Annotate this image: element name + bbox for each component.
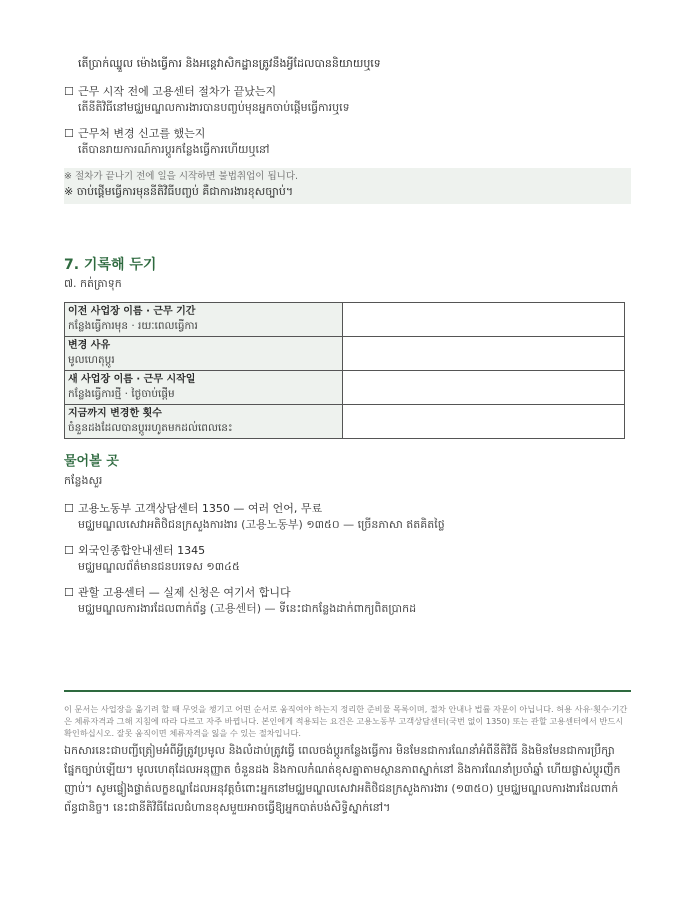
table-row [65,303,625,337]
row-value-field[interactable] [343,303,625,337]
contact-item-km: មជ្ឈមណ្ឌលសេវាអតិថិជនក្រសួងការងារ (고용노동부) ១៣៥០ — ច្រើនភាសា ឥតគិតថ្លៃ [78,518,445,531]
contact-item[interactable] [64,543,631,575]
contacts-subtitle: កន្លែងសួរ [64,474,103,487]
row-label-km: កន្លែងធ្វើការថ្មី · ថ្ងៃចាប់ផ្តើម [68,388,175,400]
contact-item-ko: 고용노동부 고객상담센터 1350 — 여러 언어, 무료 [78,502,323,515]
row-label-km: ចំនួនដងដែលបានប្តូររហូតមកដល់ពេលនេះ [68,422,233,434]
contact-item-ko: 외국인종합안내센터 1345 [78,544,206,557]
section-title: 7. 기록해 두기 [64,257,157,273]
checklist-item-ko: 근무처 변경 신고를 했는지 [78,127,206,140]
row-value-field[interactable] [343,337,625,371]
checkbox-icon[interactable]: ☐ [64,85,74,98]
row-label [65,337,343,371]
checklist-item-ko: 근무 시작 전에 고용센터 절차가 끝났는지 [78,85,277,98]
row-label [65,371,343,405]
checklist-item[interactable] [64,126,631,158]
contact-item-ko: 관할 고용센터 — 실제 신청은 여기서 합니다 [78,586,291,599]
disclaimer-ko: 이 문서는 사업장을 옮기려 할 때 무엇을 챙기고 어떤 순서로 움직여야 하는지 정리한 준비물 목록이며, 절차 안내나 법률 자문이 아닙니다. 허용 사유·횟수·기간은 체류자격과 그해 지침에 따라 다르고 자주 바뀝니다. 본인에게 적용되는 요건은 고용노동부 고객상담센터(국번 없이 1350) 또는 관할 고용센터에서 반드시 확인하십시오. 잘못 움직이면 체류자격을 잃을 수 있는 절차입니다. [64,704,628,738]
section-subtitle: ៧. កត់ត្រាទុក [64,277,122,290]
disclaimer-km: ឯកសារនេះជាបញ្ជីត្រៀមអំពីអ្វីត្រូវប្រមូល និងលំដាប់ត្រូវធ្វើ ពេលចង់ប្តូរកន្លែងធ្វើការ មិនមែនជាការណែនាំអំពីនីតិវិធី និងមិនមែនជាការប្រឹក្សាផ្នែកច្បាប់ឡើយ។ មូលហេតុដែលអនុញ្ញាត ចំនួនដង និងកាលកំណត់ខុសគ្នាតាមស្ថានភាពស្នាក់នៅ និងការណែនាំប្រចាំឆ្នាំ ហើយផ្លាស់ប្តូរញឹកញាប់។ សូមផ្ទៀងផ្ទាត់លក្ខខណ្ឌដែលអនុវត្តចំពោះអ្នកនៅមជ្ឈមណ្ឌលសេវាអតិថិជនក្រសួងការងារ (១៣៥០) ឬមជ្ឈមណ្ឌលការងារដែលពាក់ព័ន្ធជានិច្ច។ នេះជានីតិវិធីដែលជំហានខុសមួយអាចធ្វើឱ្យអ្នកបាត់បង់សិទ្ធិស្នាក់នៅ។ [64,744,621,814]
row-label-ko: 지금까지 변경한 횟수 [68,408,162,419]
row-label [65,405,343,439]
checklist-item[interactable] [64,84,631,116]
footer-divider [64,690,631,692]
contact-item[interactable] [64,501,631,533]
table-row [65,371,625,405]
checklist-item-km: តើនីតិវិធីនៅមជ្ឈមណ្ឌលការងារបានបញ្ចប់មុនអ្នកចាប់ផ្តើមធ្វើការឬទេ [78,101,350,114]
table-row [65,337,625,371]
row-label-km: កន្លែងធ្វើការមុន · រយៈពេលធ្វើការ [68,320,198,332]
contact-item-km: មជ្ឈមណ្ឌលព័ត៌មានជនបរទេស ១៣៤៥ [78,560,240,573]
row-value-field[interactable] [343,405,625,439]
warning-note [64,168,631,204]
warning-note-km: ※ ចាប់ផ្តើមធ្វើការមុននីតិវិធីបញ្ចប់ គឺជាការងារខុសច្បាប់។ [64,185,294,198]
row-label-km: មូលហេតុប្តូរ [68,354,115,366]
intro-line: តើប្រាក់ឈ្នួល ម៉ោងធ្វើការ និងអន្តេវាសិកដ្ឋានត្រូវនឹងអ្វីដែលបាននិយាយឬទេ [78,57,381,70]
row-label-ko: 이전 사업장 이름 · 근무 기간 [68,306,196,317]
table-row [65,405,625,439]
checkbox-icon[interactable]: ☐ [64,127,74,140]
contacts-title: 물어볼 곳 [64,454,119,469]
contact-item-km: មជ្ឈមណ្ឌលការងារដែលពាក់ព័ន្ធ (고용센터) — ទីនេះជាកន្លែងដាក់ពាក្យពិតប្រាកដ [78,602,417,615]
checkbox-icon[interactable]: ☐ [64,544,74,557]
checkbox-icon[interactable]: ☐ [64,502,74,515]
checkbox-icon[interactable]: ☐ [64,586,74,599]
row-label-ko: 변경 사유 [68,340,111,351]
contact-item[interactable] [64,585,631,617]
document-page [64,56,631,627]
checklist-item-km: តើបានរាយការណ៍ការប្តូរកន្លែងធ្វើការហើយឬនៅ [78,143,270,156]
disclaimer [64,703,631,817]
row-value-field[interactable] [343,371,625,405]
row-label-ko: 새 사업장 이름 · 근무 시작일 [68,374,196,385]
row-label [65,303,343,337]
record-table [64,302,625,439]
warning-note-ko: ※ 절차가 끝나기 전에 일을 시작하면 불법취업이 됩니다. [64,171,299,182]
